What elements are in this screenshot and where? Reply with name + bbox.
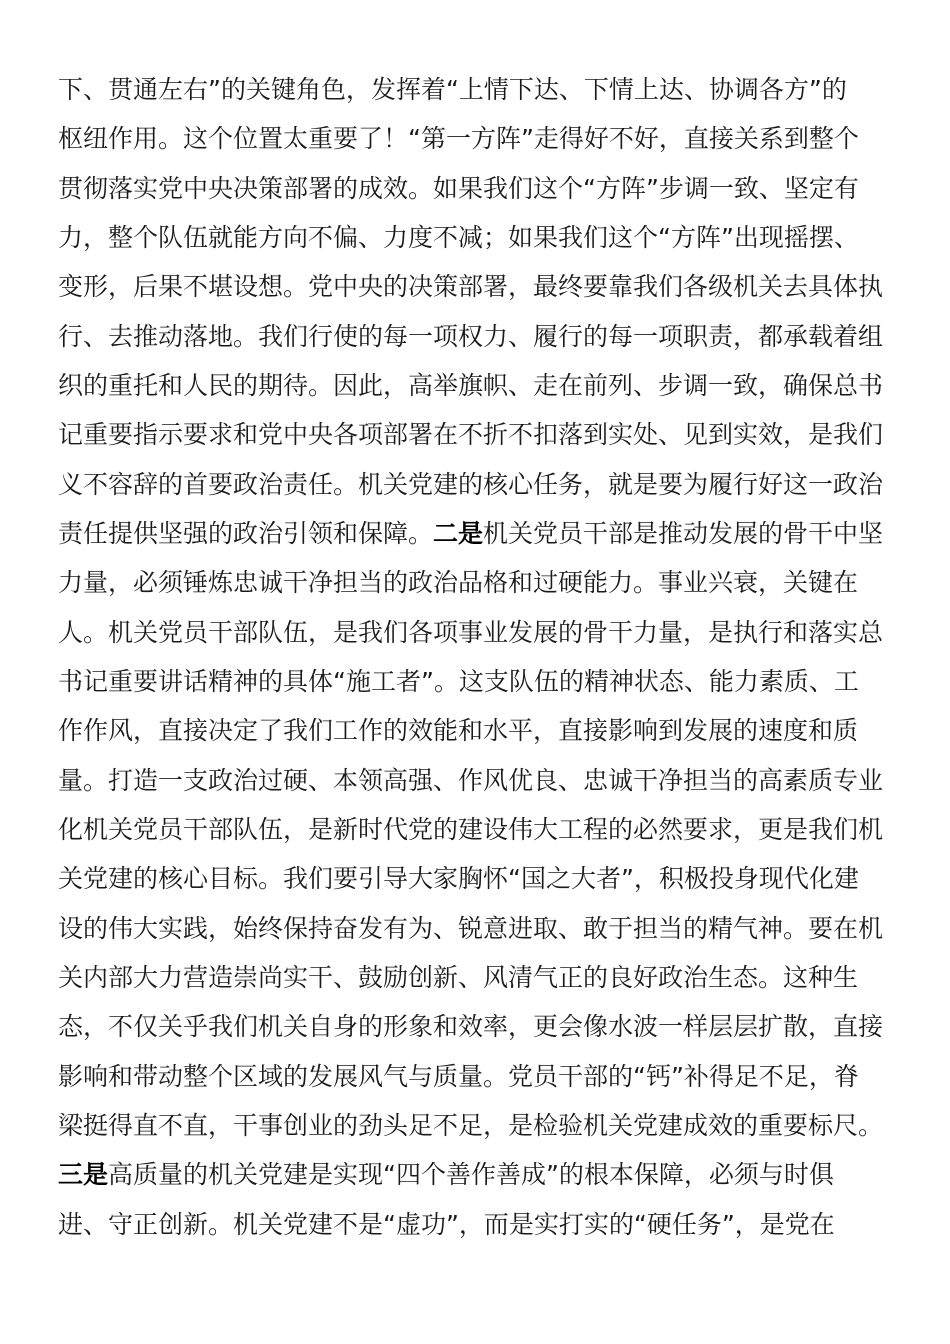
text-line: 量。打造一支政治过硬、本领高强、作风优良、忠诚干净担当的高素质专业 bbox=[58, 766, 884, 795]
text-line: 行、去推动落地。我们行使的每一项权力、履行的每一项职责，都承载着组 bbox=[58, 322, 884, 351]
text-line-with-heading bbox=[58, 1155, 898, 1195]
text-line: 影响和带动整个区域的发展风气与质量。党员干部的“钙”补得足不足，脊 bbox=[58, 1062, 859, 1091]
text-line: 梁挺得直不直，干事创业的劲头足不足，是检验机关党建成效的重要标尺。 bbox=[58, 1111, 884, 1140]
text-line-with-heading bbox=[58, 514, 898, 554]
text-line: 书记重要讲话精神的具体“施工者”。这支队伍的精神状态、能力素质、工 bbox=[58, 667, 859, 696]
text-line: 进、守正创新。机关党建不是“虚功”，而是实打实的“硬任务”，是党在 bbox=[58, 1210, 835, 1239]
text-line: 关党建的核心目标。我们要引导大家胸怀“国之大者”，积极投身现代化建 bbox=[58, 864, 859, 893]
section-marker-three: 三是 bbox=[58, 1160, 109, 1189]
text-segment: 责任提供坚强的政治引领和保障。 bbox=[58, 519, 434, 548]
text-line: 力量，必须锤炼忠诚干净担当的政治品格和过硬能力。事业兴衰，关键在 bbox=[58, 568, 859, 597]
section-marker-two: 二是 bbox=[433, 519, 484, 548]
text-line: 织的重托和人民的期待。因此，高举旗帜、走在前列、步调一致，确保总书 bbox=[58, 371, 884, 400]
text-line: 义不容辞的首要政治责任。机关党建的核心任务，就是要为履行好这一政治 bbox=[58, 470, 884, 499]
text-line: 记重要指示要求和党中央各项部署在不折不扣落到实处、见到实效，是我们 bbox=[58, 420, 884, 449]
text-line: 贯彻落实党中央决策部署的成效。如果我们这个“方阵”步调一致、坚定有 bbox=[58, 174, 859, 203]
text-line: 作作风，直接决定了我们工作的效能和水平，直接影响到发展的速度和质 bbox=[58, 716, 859, 745]
text-segment: 高质量的机关党建是实现“四个善作善成”的根本保障，必须与时俱 bbox=[108, 1160, 834, 1189]
text-line: 变形，后果不堪设想。党中央的决策部署，最终要靠我们各级机关去具体执 bbox=[58, 272, 884, 301]
text-line: 设的伟大实践，始终保持奋发有为、锐意进取、敢于担当的精气神。要在机 bbox=[58, 914, 884, 943]
text-line: 人。机关党员干部队伍，是我们各项事业发展的骨干力量，是执行和落实总 bbox=[58, 618, 884, 647]
text-line: 关内部大力营造崇尚实干、鼓励创新、风清气正的良好政治生态。这种生 bbox=[58, 963, 859, 992]
text-line: 下、贯通左右”的关键角色，发挥着“上情下达、下情上达、协调各方”的 bbox=[58, 75, 847, 104]
text-line: 力，整个队伍就能方向不偏、力度不减；如果我们这个“方阵”出现摇摆、 bbox=[58, 223, 859, 252]
text-line: 态，不仅关乎我们机关自身的形象和效率，更会像水波一样层层扩散，直接 bbox=[58, 1012, 884, 1041]
text-segment: 机关党员干部是推动发展的骨干中坚 bbox=[483, 519, 884, 548]
text-line: 枢纽作用。这个位置太重要了！“第一方阵”走得好不好，直接关系到整个 bbox=[58, 124, 859, 153]
text-line: 化机关党员干部队伍，是新时代党的建设伟大工程的必然要求，更是我们机 bbox=[58, 815, 884, 844]
